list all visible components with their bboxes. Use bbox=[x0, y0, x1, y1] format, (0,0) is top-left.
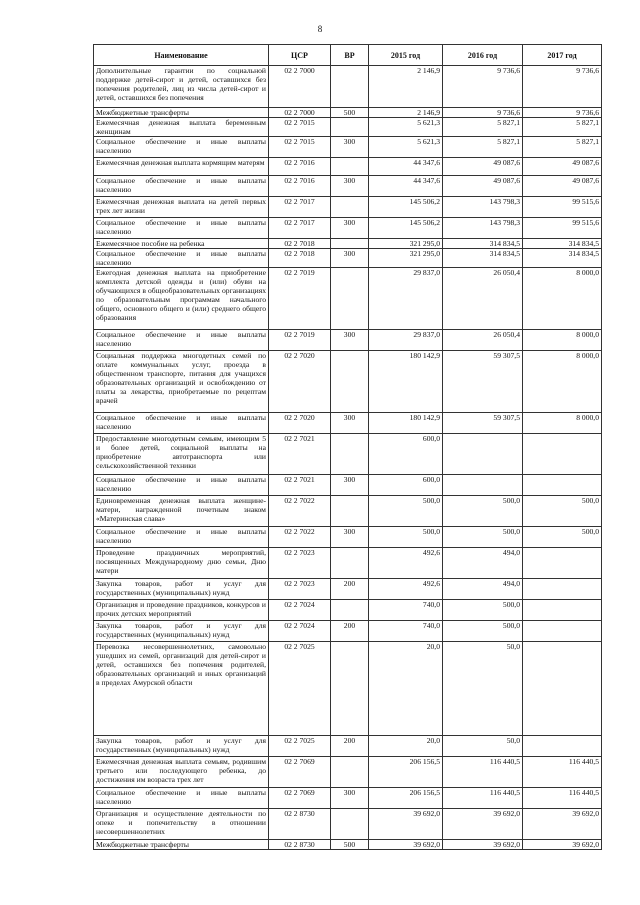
row-value-2015: 5 621,3 bbox=[369, 137, 443, 158]
row-name: Закупка товаров, работ и услуг для государственных (муниципальных) нужд bbox=[94, 736, 269, 757]
row-value-2016: 143 798,3 bbox=[443, 218, 523, 239]
row-vr bbox=[331, 66, 369, 108]
row-value-2015: 39 692,0 bbox=[369, 840, 443, 850]
table-row bbox=[94, 809, 602, 840]
row-csr: 02 2 7000 bbox=[269, 108, 331, 118]
row-name: Межбюджетные трансферты bbox=[94, 108, 269, 118]
row-value-2017: 8 000,0 bbox=[523, 330, 602, 351]
row-value-2016: 116 440,5 bbox=[443, 788, 523, 809]
row-vr bbox=[331, 496, 369, 527]
row-csr: 02 2 7023 bbox=[269, 548, 331, 579]
row-value-2015: 600,0 bbox=[369, 475, 443, 496]
row-vr: 500 bbox=[331, 840, 369, 850]
row-value-2017: 9 736,6 bbox=[523, 108, 602, 118]
row-value-2015: 321 295,0 bbox=[369, 249, 443, 268]
row-value-2017: 8 000,0 bbox=[523, 268, 602, 330]
row-csr: 02 2 7024 bbox=[269, 600, 331, 621]
row-name: Социальное обеспечение и иные выплаты населению bbox=[94, 475, 269, 496]
row-value-2017: 314 834,5 bbox=[523, 249, 602, 268]
row-csr: 02 2 7018 bbox=[269, 239, 331, 249]
row-name: Единовременная денежная выплата женщине-матери, награжденной почетным знаком «Материнская слава» bbox=[94, 496, 269, 527]
row-value-2015: 20,0 bbox=[369, 642, 443, 736]
header-2016: 2016 год bbox=[443, 45, 523, 66]
table-row bbox=[94, 66, 602, 108]
row-name: Ежемесячная денежная выплата семьям, родившим третьего или последующего ребенка, до достижения им возраста трех лет bbox=[94, 757, 269, 788]
row-name: Социальное обеспечение и иные выплаты населению bbox=[94, 249, 269, 268]
row-value-2015: 29 837,0 bbox=[369, 330, 443, 351]
row-value-2016: 500,0 bbox=[443, 621, 523, 642]
row-value-2015: 44 347,6 bbox=[369, 158, 443, 176]
row-name: Дополнительные гарантии по социальной поддержке детей-сирот и детей, оставшихся без попечения родителей, лиц из числа детей-сирот и детей, оставшихся без попечения bbox=[94, 66, 269, 108]
row-csr: 02 2 7024 bbox=[269, 621, 331, 642]
row-value-2015: 2 146,9 bbox=[369, 66, 443, 108]
row-csr: 02 2 7018 bbox=[269, 249, 331, 268]
row-vr: 500 bbox=[331, 108, 369, 118]
row-value-2016: 500,0 bbox=[443, 600, 523, 621]
row-name: Социальное обеспечение и иные выплаты населению bbox=[94, 330, 269, 351]
row-name: Социальное обеспечение и иные выплаты населению bbox=[94, 176, 269, 197]
row-value-2015: 2 146,9 bbox=[369, 108, 443, 118]
row-value-2017: 99 515,6 bbox=[523, 197, 602, 218]
row-value-2017: 5 827,1 bbox=[523, 137, 602, 158]
table-row bbox=[94, 757, 602, 788]
row-value-2016: 500,0 bbox=[443, 527, 523, 548]
row-value-2017 bbox=[523, 548, 602, 579]
row-value-2015: 500,0 bbox=[369, 527, 443, 548]
row-name: Ежемесячная денежная выплата на детей первых трех лет жизни bbox=[94, 197, 269, 218]
table-row bbox=[94, 788, 602, 809]
row-value-2016: 26 050,4 bbox=[443, 330, 523, 351]
row-value-2017: 314 834,5 bbox=[523, 239, 602, 249]
row-value-2017: 99 515,6 bbox=[523, 218, 602, 239]
row-vr bbox=[331, 118, 369, 137]
row-name: Ежегодная денежная выплата на приобретение комплекта детской одежды и (или) обуви на обучающихся в общеобразовательных организациях по образовательным программам начального общего, основного общего и (или) среднего общего образования bbox=[94, 268, 269, 330]
row-value-2015: 492,6 bbox=[369, 579, 443, 600]
row-csr: 02 2 7016 bbox=[269, 158, 331, 176]
row-name: Социальное обеспечение и иные выплаты населению bbox=[94, 527, 269, 548]
table-row bbox=[94, 158, 602, 176]
row-value-2015: 180 142,9 bbox=[369, 351, 443, 413]
row-vr: 300 bbox=[331, 527, 369, 548]
header-csr: ЦСР bbox=[269, 45, 331, 66]
row-value-2016: 116 440,5 bbox=[443, 757, 523, 788]
row-name: Перевозка несовершеннолетних, самовольно ушедших из семей, организаций для детей-сирот и детей, оставшихся без попечения родителей, образовательных организаций и иных организаций в пределах Амурской области bbox=[94, 642, 269, 736]
row-value-2015: 5 621,3 bbox=[369, 118, 443, 137]
row-vr bbox=[331, 548, 369, 579]
row-value-2017 bbox=[523, 475, 602, 496]
table-row bbox=[94, 434, 602, 475]
row-value-2015: 492,6 bbox=[369, 548, 443, 579]
table-row bbox=[94, 218, 602, 239]
row-csr: 02 2 7025 bbox=[269, 736, 331, 757]
row-csr: 02 2 7069 bbox=[269, 757, 331, 788]
table-row bbox=[94, 527, 602, 548]
row-value-2016 bbox=[443, 475, 523, 496]
row-value-2017: 39 692,0 bbox=[523, 809, 602, 840]
row-csr: 02 2 7015 bbox=[269, 118, 331, 137]
row-value-2016: 49 087,6 bbox=[443, 176, 523, 197]
row-vr bbox=[331, 197, 369, 218]
header-2017: 2017 год bbox=[523, 45, 602, 66]
row-csr: 02 2 7015 bbox=[269, 137, 331, 158]
row-value-2017 bbox=[523, 621, 602, 642]
row-vr bbox=[331, 351, 369, 413]
row-value-2015: 44 347,6 bbox=[369, 176, 443, 197]
row-value-2016: 59 307,5 bbox=[443, 351, 523, 413]
row-value-2017: 500,0 bbox=[523, 496, 602, 527]
row-vr: 300 bbox=[331, 788, 369, 809]
row-vr: 300 bbox=[331, 249, 369, 268]
row-vr: 300 bbox=[331, 137, 369, 158]
row-value-2015: 145 506,2 bbox=[369, 218, 443, 239]
row-value-2015: 180 142,9 bbox=[369, 413, 443, 434]
row-vr bbox=[331, 268, 369, 330]
row-name: Закупка товаров, работ и услуг для государственных (муниципальных) нужд bbox=[94, 579, 269, 600]
row-value-2015: 740,0 bbox=[369, 600, 443, 621]
table-row bbox=[94, 600, 602, 621]
row-value-2016: 9 736,6 bbox=[443, 108, 523, 118]
table-row bbox=[94, 137, 602, 158]
row-name: Ежемесячное пособие на ребенка bbox=[94, 239, 269, 249]
row-name: Социальное обеспечение и иные выплаты населению bbox=[94, 413, 269, 434]
row-csr: 02 2 7017 bbox=[269, 218, 331, 239]
row-vr: 300 bbox=[331, 176, 369, 197]
row-value-2016: 5 827,1 bbox=[443, 118, 523, 137]
row-value-2015: 39 692,0 bbox=[369, 809, 443, 840]
row-value-2017: 500,0 bbox=[523, 527, 602, 548]
row-vr bbox=[331, 158, 369, 176]
table-row bbox=[94, 197, 602, 218]
row-name: Социальная поддержка многодетных семей по оплате коммунальных услуг, проезда в общественном транспорте, питания для учащихся образовательных организаций и освобождению от платы за лекарства, приобретаемые по рецептам врачей bbox=[94, 351, 269, 413]
row-value-2016: 314 834,5 bbox=[443, 249, 523, 268]
table-row bbox=[94, 330, 602, 351]
row-value-2016: 143 798,3 bbox=[443, 197, 523, 218]
row-vr bbox=[331, 757, 369, 788]
row-value-2016: 39 692,0 bbox=[443, 809, 523, 840]
row-value-2016: 50,0 bbox=[443, 642, 523, 736]
row-csr: 02 2 7020 bbox=[269, 413, 331, 434]
row-value-2016: 59 307,5 bbox=[443, 413, 523, 434]
row-csr: 02 2 7019 bbox=[269, 330, 331, 351]
row-name: Организация и проведение праздников, конкурсов и прочих детских мероприятий bbox=[94, 600, 269, 621]
table-row bbox=[94, 239, 602, 249]
row-value-2016: 494,0 bbox=[443, 579, 523, 600]
page-number: 8 bbox=[317, 24, 323, 34]
row-vr bbox=[331, 434, 369, 475]
row-name: Социальное обеспечение и иные выплаты населению bbox=[94, 137, 269, 158]
row-value-2017: 49 087,6 bbox=[523, 176, 602, 197]
row-vr: 200 bbox=[331, 621, 369, 642]
row-csr: 02 2 7021 bbox=[269, 475, 331, 496]
row-name: Социальное обеспечение и иные выплаты населению bbox=[94, 218, 269, 239]
table-row bbox=[94, 108, 602, 118]
row-vr bbox=[331, 809, 369, 840]
table-row bbox=[94, 496, 602, 527]
table-row bbox=[94, 621, 602, 642]
row-vr: 200 bbox=[331, 579, 369, 600]
table-row bbox=[94, 118, 602, 137]
row-vr: 200 bbox=[331, 736, 369, 757]
row-csr: 02 2 7000 bbox=[269, 66, 331, 108]
header-vr: ВР bbox=[331, 45, 369, 66]
table-row bbox=[94, 351, 602, 413]
row-value-2016: 5 827,1 bbox=[443, 137, 523, 158]
row-value-2017 bbox=[523, 434, 602, 475]
header-2015: 2015 год bbox=[369, 45, 443, 66]
row-csr: 02 2 7069 bbox=[269, 788, 331, 809]
row-value-2015: 740,0 bbox=[369, 621, 443, 642]
row-name: Межбюджетные трансферты bbox=[94, 840, 269, 850]
row-value-2016: 500,0 bbox=[443, 496, 523, 527]
row-name: Проведение праздничных мероприятий, посвященных Международному дню семьи, Дню матери bbox=[94, 548, 269, 579]
row-vr: 300 bbox=[331, 218, 369, 239]
row-value-2016: 494,0 bbox=[443, 548, 523, 579]
row-value-2017 bbox=[523, 642, 602, 736]
row-value-2017: 5 827,1 bbox=[523, 118, 602, 137]
row-csr: 02 2 7022 bbox=[269, 527, 331, 548]
row-csr: 02 2 7025 bbox=[269, 642, 331, 736]
header-name: Наименование bbox=[94, 45, 269, 66]
table-row bbox=[94, 548, 602, 579]
row-value-2015: 29 837,0 bbox=[369, 268, 443, 330]
row-name: Социальное обеспечение и иные выплаты населению bbox=[94, 788, 269, 809]
row-csr: 02 2 7023 bbox=[269, 579, 331, 600]
table-row bbox=[94, 268, 602, 330]
row-csr: 02 2 7017 bbox=[269, 197, 331, 218]
table-row bbox=[94, 249, 602, 268]
row-value-2017: 8 000,0 bbox=[523, 351, 602, 413]
row-vr: 300 bbox=[331, 475, 369, 496]
row-value-2015: 321 295,0 bbox=[369, 239, 443, 249]
table-header-row bbox=[94, 45, 602, 66]
table-row bbox=[94, 176, 602, 197]
row-vr bbox=[331, 600, 369, 621]
row-value-2016: 26 050,4 bbox=[443, 268, 523, 330]
row-value-2017 bbox=[523, 736, 602, 757]
table-row bbox=[94, 475, 602, 496]
table-row bbox=[94, 736, 602, 757]
row-value-2016: 9 736,6 bbox=[443, 66, 523, 108]
row-value-2016: 50,0 bbox=[443, 736, 523, 757]
table-row bbox=[94, 642, 602, 736]
row-csr: 02 2 8730 bbox=[269, 840, 331, 850]
row-value-2017: 9 736,6 bbox=[523, 66, 602, 108]
row-name: Закупка товаров, работ и услуг для государственных (муниципальных) нужд bbox=[94, 621, 269, 642]
table-body bbox=[94, 66, 602, 850]
row-value-2015: 20,0 bbox=[369, 736, 443, 757]
table-row bbox=[94, 840, 602, 850]
row-value-2015: 206 156,5 bbox=[369, 788, 443, 809]
row-value-2015: 600,0 bbox=[369, 434, 443, 475]
row-value-2017: 116 440,5 bbox=[523, 757, 602, 788]
row-csr: 02 2 7022 bbox=[269, 496, 331, 527]
row-value-2015: 500,0 bbox=[369, 496, 443, 527]
row-csr: 02 2 7016 bbox=[269, 176, 331, 197]
row-csr: 02 2 8730 bbox=[269, 809, 331, 840]
row-value-2016: 39 692,0 bbox=[443, 840, 523, 850]
row-value-2017: 39 692,0 bbox=[523, 840, 602, 850]
row-name: Ежемесячная денежная выплата беременным женщинам bbox=[94, 118, 269, 137]
row-value-2016: 314 834,5 bbox=[443, 239, 523, 249]
row-vr bbox=[331, 239, 369, 249]
row-csr: 02 2 7019 bbox=[269, 268, 331, 330]
row-name: Предоставление многодетным семьям, имеющим 5 и более детей, социальной выплаты на приобретение автотранспорта или сельскохозяйственной техники bbox=[94, 434, 269, 475]
row-value-2017: 49 087,6 bbox=[523, 158, 602, 176]
row-value-2016 bbox=[443, 434, 523, 475]
row-value-2017 bbox=[523, 579, 602, 600]
row-name: Организация и осуществление деятельности по опеке и попечительству в отношении несовершеннолетних bbox=[94, 809, 269, 840]
row-value-2015: 145 506,2 bbox=[369, 197, 443, 218]
row-vr bbox=[331, 642, 369, 736]
table-row bbox=[94, 413, 602, 434]
row-value-2015: 206 156,5 bbox=[369, 757, 443, 788]
row-value-2016: 49 087,6 bbox=[443, 158, 523, 176]
row-csr: 02 2 7021 bbox=[269, 434, 331, 475]
table-row bbox=[94, 579, 602, 600]
row-value-2017: 8 000,0 bbox=[523, 413, 602, 434]
row-csr: 02 2 7020 bbox=[269, 351, 331, 413]
row-value-2017: 116 440,5 bbox=[523, 788, 602, 809]
row-vr: 300 bbox=[331, 330, 369, 351]
row-value-2017 bbox=[523, 600, 602, 621]
budget-table bbox=[93, 44, 602, 850]
row-vr: 300 bbox=[331, 413, 369, 434]
row-name: Ежемесячная денежная выплата кормящим матерям bbox=[94, 158, 269, 176]
